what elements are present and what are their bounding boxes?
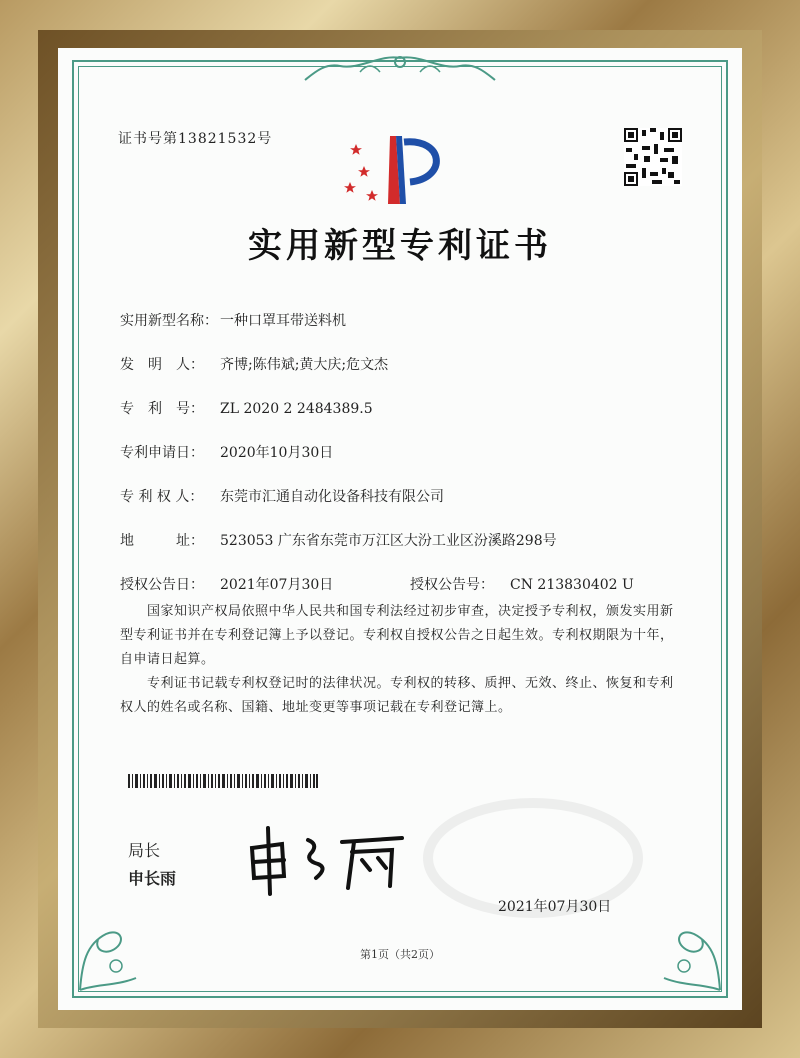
signature-icon (242, 818, 412, 898)
signature-date: 2021年07月30日 (498, 899, 612, 915)
field-label: 地 址： (120, 533, 204, 549)
certificate-paper (58, 48, 742, 1010)
field-patentee (120, 486, 444, 506)
field-announcement-number (410, 574, 634, 594)
field-value: ZL 2020 2 2484389.5 (220, 401, 373, 417)
certificate-title: 实用新型专利证书 (248, 226, 552, 266)
field-patent-number (120, 398, 373, 418)
field-value: 东莞市汇通自动化设备科技有限公司 (220, 489, 444, 505)
field-label: 专利申请日： (120, 445, 204, 461)
barcode-icon (128, 774, 318, 788)
cnipa-logo-icon (344, 128, 454, 208)
page-indicator: 第1页（共2页） (360, 948, 440, 961)
field-label: 专 利 号： (120, 401, 204, 417)
certificate-number: 证书号第13821532号 (118, 131, 273, 147)
paragraph-legal-status: 专利证书记载专利权登记时的法律状况。专利权的转移、质押、无效、终止、恢复和专利权人的姓名或名称、国籍、地址变更等事项记载在专利登记簿上。 (120, 676, 674, 715)
field-value: 2020年10月30日 (220, 445, 334, 461)
field-value: 一种口罩耳带送料机 (220, 313, 346, 329)
field-value: 523053 广东省东莞市万江区大汾工业区汾溪路298号 (220, 533, 557, 549)
field-label: 发 明 人： (120, 357, 204, 373)
qr-code-icon (624, 128, 682, 186)
field-utility-model-name (120, 310, 346, 330)
field-label: 授权公告日： (120, 577, 204, 593)
field-address (120, 530, 557, 550)
director-title: 局长 (128, 841, 161, 860)
field-value: CN 213830402 U (510, 577, 634, 593)
director-name: 申长雨 (128, 869, 177, 888)
field-application-date (120, 442, 333, 462)
field-value: 2021年07月30日 (220, 577, 334, 593)
field-label: 授权公告号： (410, 577, 494, 593)
field-label: 实用新型名称： (120, 313, 218, 329)
field-grant-date (120, 574, 333, 594)
field-value: 齐博;陈伟斌;黄大庆;危文杰 (220, 357, 389, 373)
top-ornament-icon (300, 52, 500, 88)
field-label: 专 利 权 人： (120, 489, 204, 505)
paragraph-grant-statement: 国家知识产权局依照中华人民共和国专利法经过初步审查，决定授予专利权，颁发实用新型专利证书并在专利登记簿上予以登记。专利权自授权公告之日起生效。专利权期限为十年，自申请日起算。 (120, 604, 674, 667)
field-inventors (120, 354, 388, 374)
